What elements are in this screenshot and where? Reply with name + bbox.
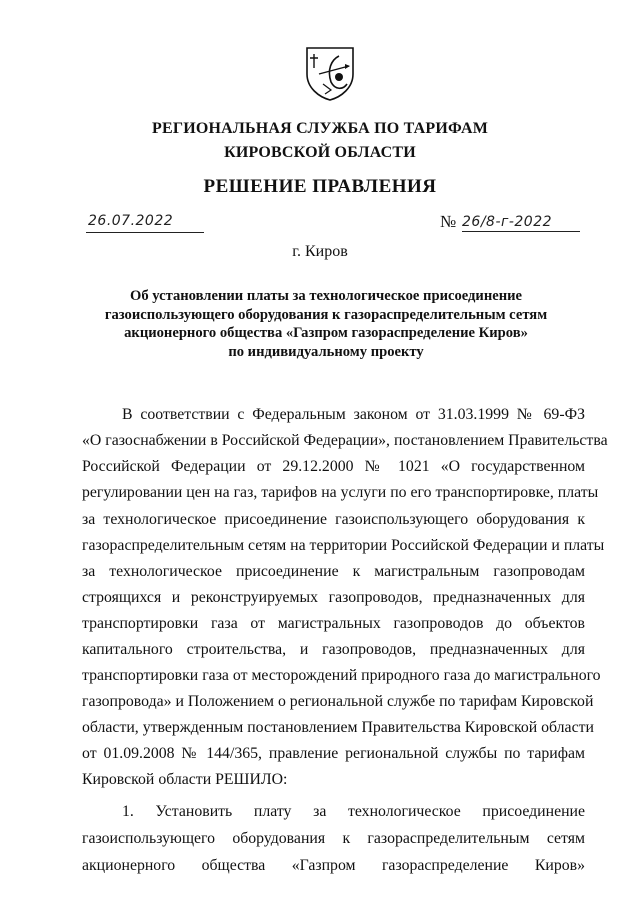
body-line: транспортировки газа от магистральных газопроводов до объектов [82, 615, 585, 632]
coat-of-arms-icon [301, 44, 359, 102]
body-line: капитального строительства, и газопроводов, предназначенных для [82, 641, 585, 658]
body-line: от 01.09.2008 № 144/365, правление региональной службы по тарифам [82, 745, 585, 762]
organization-name-line1: РЕГИОНАЛЬНАЯ СЛУЖБА ПО ТАРИФАМ [151, 120, 489, 137]
organization-name-line2: КИРОВСКОЙ ОБЛАСТИ [224, 144, 416, 161]
body-line: за технологическое присоединение к магистральным газопроводам [82, 563, 585, 580]
city: г. Киров [292, 243, 348, 260]
body-line: Кировской области РЕШИЛО: [82, 771, 288, 788]
document-number: 26/8-г-2022 [462, 214, 553, 230]
number-field [440, 210, 580, 232]
body-line: за технологическое присоединение газоиспользующего оборудования к [82, 511, 585, 528]
date-field [86, 210, 204, 233]
decision-subject [90, 287, 562, 361]
body-line: строящихся и реконструируемых газопроводов, предназначенных для [82, 589, 585, 606]
body-line: Российской Федерации от 29.12.2000 № 1021 «О государственном [82, 458, 585, 475]
body-line: газораспределительным сетям на территории Российской Федерации и платы [82, 537, 605, 554]
number-underline [462, 231, 580, 232]
decision-item-1-line: 1. Установить плату за технологическое присоединение [122, 803, 585, 820]
body-line: В соответствии с Федеральным законом от 31.03.1999 № 69-ФЗ [122, 406, 585, 423]
number-symbol: № [440, 212, 457, 231]
body-line: регулировании цен на газ, тарифов на услуги по его транспортировке, платы [82, 484, 599, 501]
decision-item-1-line: газоиспользующего оборудования к газораспределительным сетям [82, 830, 585, 847]
document-date: 26.07.2022 [88, 213, 174, 229]
document-title: РЕШЕНИЕ ПРАВЛЕНИЯ [203, 176, 437, 197]
subject-line: по индивидуальному проекту [228, 343, 424, 360]
body-line: транспортировки газа от месторождений природного газа до магистрального [82, 667, 601, 684]
subject-line: газоиспользующего оборудования к газораспределительным сетям [104, 306, 548, 323]
decision-item-1-line: акционерного общества «Газпром газораспределение Киров» [82, 857, 585, 874]
body-line: газопровода» и Положением о региональной службе по тарифам Кировской [82, 693, 594, 710]
body-line: «О газоснабжении в Российской Федерации», постановлением Правительства [82, 432, 608, 449]
subject-line: Об установлении платы за технологическое присоединение [129, 288, 523, 304]
body-line: области, утвержденным постановлением Правительства Кировской области [82, 719, 594, 736]
subject-line: акционерного общества «Газпром газораспределение Киров» [124, 325, 528, 341]
